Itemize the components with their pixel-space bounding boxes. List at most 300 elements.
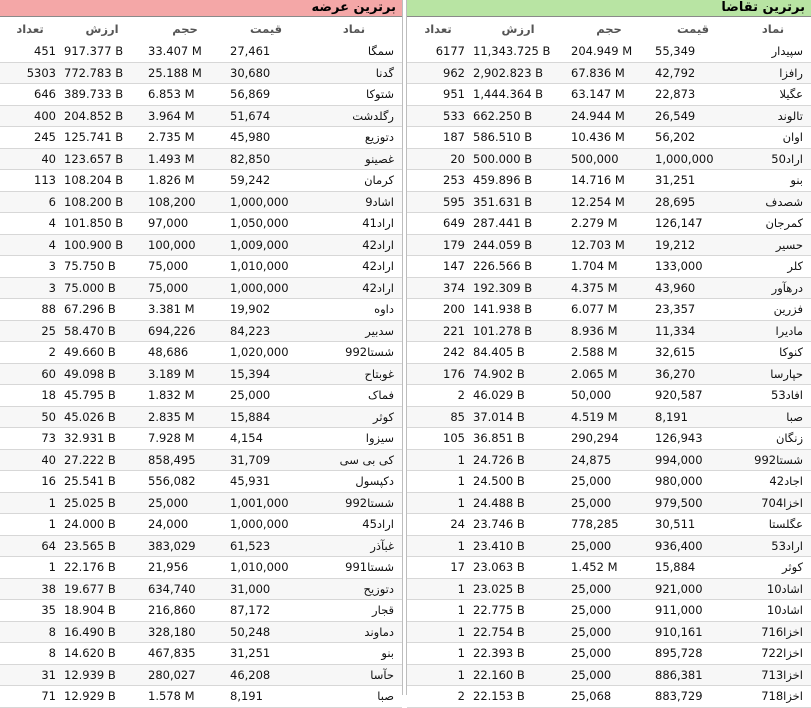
symbol-cell[interactable]: اشاد10 bbox=[735, 578, 811, 600]
count-cell: 242 bbox=[407, 342, 469, 364]
symbol-cell[interactable]: اخزا716 bbox=[735, 621, 811, 643]
count-cell: 1 bbox=[407, 578, 469, 600]
value-cell: 22.754 B bbox=[469, 621, 567, 643]
value-cell: 24.488 B bbox=[469, 492, 567, 514]
volume-cell: 7.928 M bbox=[144, 428, 226, 450]
count-cell: 4 bbox=[0, 213, 60, 235]
table-row[interactable] bbox=[407, 449, 811, 471]
table-row[interactable] bbox=[407, 148, 811, 170]
price-cell: 936,400 bbox=[651, 535, 735, 557]
count-cell: 245 bbox=[0, 127, 60, 149]
table-row[interactable] bbox=[0, 170, 402, 192]
table-row[interactable] bbox=[0, 41, 402, 62]
table-row[interactable] bbox=[407, 363, 811, 385]
symbol-cell[interactable]: رگلدشت bbox=[306, 105, 402, 127]
symbol-cell[interactable]: تالوند bbox=[735, 105, 811, 127]
price-cell: 45,931 bbox=[226, 471, 306, 493]
volume-cell: 67.836 M bbox=[567, 62, 651, 84]
volume-cell: 25,000 bbox=[567, 471, 651, 493]
table-row[interactable] bbox=[0, 385, 402, 407]
table-row[interactable] bbox=[407, 686, 811, 708]
volume-cell: 97,000 bbox=[144, 213, 226, 235]
count-cell: 20 bbox=[407, 148, 469, 170]
value-cell: 287.441 B bbox=[469, 213, 567, 235]
column-header-value[interactable]: ارزش bbox=[469, 17, 567, 41]
table-row[interactable] bbox=[0, 148, 402, 170]
volume-cell: 467,835 bbox=[144, 643, 226, 665]
symbol-cell[interactable]: حآسا bbox=[306, 664, 402, 686]
table-row[interactable] bbox=[407, 535, 811, 557]
symbol-cell[interactable]: کرمان bbox=[306, 170, 402, 192]
symbol-cell[interactable]: قجار bbox=[306, 600, 402, 622]
value-cell: 75.750 B bbox=[60, 256, 144, 278]
volume-cell: 24,000 bbox=[144, 514, 226, 536]
count-cell: 400 bbox=[0, 105, 60, 127]
symbol-cell[interactable]: اراد41 bbox=[306, 213, 402, 235]
symbol-cell[interactable]: فماک bbox=[306, 385, 402, 407]
count-cell: 176 bbox=[407, 363, 469, 385]
table-row[interactable] bbox=[407, 342, 811, 364]
volume-cell: 25.188 M bbox=[144, 62, 226, 84]
table-row[interactable] bbox=[0, 213, 402, 235]
symbol-cell[interactable]: کمرجان bbox=[735, 213, 811, 235]
table-header-row bbox=[407, 17, 811, 41]
value-cell: 22.393 B bbox=[469, 643, 567, 665]
count-cell: 200 bbox=[407, 299, 469, 321]
table-row[interactable] bbox=[0, 234, 402, 256]
count-cell: 31 bbox=[0, 664, 60, 686]
symbol-cell[interactable]: دماوند bbox=[306, 621, 402, 643]
symbol-cell[interactable]: اخزا704 bbox=[735, 492, 811, 514]
table-row[interactable] bbox=[407, 170, 811, 192]
symbol-cell[interactable]: فزرین bbox=[735, 299, 811, 321]
value-cell: 1,444.364 B bbox=[469, 84, 567, 106]
price-cell: 84,223 bbox=[226, 320, 306, 342]
column-header-symbol[interactable]: نماد bbox=[735, 17, 811, 41]
column-header-volume[interactable]: حجم bbox=[567, 17, 651, 41]
symbol-cell[interactable]: شستا991 bbox=[306, 557, 402, 579]
symbol-cell[interactable]: عگلستا bbox=[735, 514, 811, 536]
value-cell: 19.677 B bbox=[60, 578, 144, 600]
table-header-row bbox=[0, 17, 402, 41]
symbol-cell[interactable]: دکپسول bbox=[306, 471, 402, 493]
count-cell: 1 bbox=[0, 492, 60, 514]
volume-cell: 2.279 M bbox=[567, 213, 651, 235]
symbol-cell[interactable]: اخزا722 bbox=[735, 643, 811, 665]
table-row[interactable] bbox=[0, 191, 402, 213]
volume-cell: 2.065 M bbox=[567, 363, 651, 385]
count-cell: 64 bbox=[0, 535, 60, 557]
value-cell: 459.896 B bbox=[469, 170, 567, 192]
value-cell: 22.160 B bbox=[469, 664, 567, 686]
value-cell: 36.851 B bbox=[469, 428, 567, 450]
table-row[interactable] bbox=[407, 256, 811, 278]
symbol-cell[interactable]: بنو bbox=[306, 643, 402, 665]
table-row[interactable] bbox=[407, 643, 811, 665]
value-cell: 351.631 B bbox=[469, 191, 567, 213]
count-cell: 1 bbox=[407, 664, 469, 686]
volume-cell: 1.452 M bbox=[567, 557, 651, 579]
table-row[interactable] bbox=[0, 686, 402, 708]
symbol-cell[interactable]: سمگا bbox=[306, 41, 402, 62]
table-row[interactable] bbox=[407, 213, 811, 235]
symbol-cell[interactable]: شستا992 bbox=[306, 492, 402, 514]
symbol-cell[interactable]: مادیرا bbox=[735, 320, 811, 342]
count-cell: 40 bbox=[0, 148, 60, 170]
volume-cell: 2.735 M bbox=[144, 127, 226, 149]
symbol-cell[interactable]: اشاد10 bbox=[735, 600, 811, 622]
table-row[interactable] bbox=[407, 191, 811, 213]
value-cell: 23.063 B bbox=[469, 557, 567, 579]
value-cell: 67.296 B bbox=[60, 299, 144, 321]
symbol-cell[interactable]: صبا bbox=[735, 406, 811, 428]
value-cell: 45.795 B bbox=[60, 385, 144, 407]
value-cell: 46.029 B bbox=[469, 385, 567, 407]
top-supply-panel bbox=[0, 0, 403, 704]
count-cell: 71 bbox=[0, 686, 60, 708]
table-row[interactable] bbox=[0, 664, 402, 686]
count-cell: 1 bbox=[0, 557, 60, 579]
top-demand-rows bbox=[407, 41, 811, 707]
symbol-cell[interactable]: حسیر bbox=[735, 234, 811, 256]
symbol-cell[interactable]: گدنا bbox=[306, 62, 402, 84]
price-cell: 886,381 bbox=[651, 664, 735, 686]
price-cell: 883,729 bbox=[651, 686, 735, 708]
value-cell: 16.490 B bbox=[60, 621, 144, 643]
value-cell: 25.541 B bbox=[60, 471, 144, 493]
column-header-symbol[interactable]: نماد bbox=[306, 17, 402, 41]
value-cell: 74.902 B bbox=[469, 363, 567, 385]
volume-cell: 500,000 bbox=[567, 148, 651, 170]
table-row[interactable] bbox=[0, 84, 402, 106]
count-cell: 6 bbox=[0, 191, 60, 213]
value-cell: 23.746 B bbox=[469, 514, 567, 536]
price-cell: 920,587 bbox=[651, 385, 735, 407]
volume-cell: 290,294 bbox=[567, 428, 651, 450]
volume-cell: 75,000 bbox=[144, 277, 226, 299]
count-cell: 8 bbox=[0, 643, 60, 665]
value-cell: 917.377 B bbox=[60, 41, 144, 62]
table-row[interactable] bbox=[407, 299, 811, 321]
symbol-cell[interactable]: درهآور bbox=[735, 277, 811, 299]
symbol-cell[interactable]: دتوزیع bbox=[306, 127, 402, 149]
value-cell: 45.026 B bbox=[60, 406, 144, 428]
table-row[interactable] bbox=[0, 256, 402, 278]
volume-cell: 75,000 bbox=[144, 256, 226, 278]
column-header-price[interactable]: قیمت bbox=[226, 17, 306, 41]
count-cell: 85 bbox=[407, 406, 469, 428]
table-row[interactable] bbox=[0, 449, 402, 471]
table-row[interactable] bbox=[0, 342, 402, 364]
volume-cell: 8.936 M bbox=[567, 320, 651, 342]
count-cell: 374 bbox=[407, 277, 469, 299]
symbol-cell[interactable]: شستا992 bbox=[306, 342, 402, 364]
table-row[interactable] bbox=[0, 621, 402, 643]
symbol-cell[interactable]: اراد53 bbox=[735, 535, 811, 557]
volume-cell: 14.716 M bbox=[567, 170, 651, 192]
volume-cell: 2.835 M bbox=[144, 406, 226, 428]
count-cell: 2 bbox=[0, 342, 60, 364]
symbol-cell[interactable]: بنو bbox=[735, 170, 811, 192]
count-cell: 18 bbox=[0, 385, 60, 407]
value-cell: 389.733 B bbox=[60, 84, 144, 106]
count-cell: 1 bbox=[407, 600, 469, 622]
symbol-cell[interactable]: کوثر bbox=[735, 557, 811, 579]
count-cell: 16 bbox=[0, 471, 60, 493]
table-row[interactable] bbox=[0, 363, 402, 385]
price-cell: 980,000 bbox=[651, 471, 735, 493]
table-row[interactable] bbox=[407, 600, 811, 622]
table-row[interactable] bbox=[0, 105, 402, 127]
price-cell: 50,248 bbox=[226, 621, 306, 643]
value-cell: 123.657 B bbox=[60, 148, 144, 170]
count-cell: 1 bbox=[407, 643, 469, 665]
column-header-volume[interactable]: حجم bbox=[144, 17, 226, 41]
volume-cell: 1.832 M bbox=[144, 385, 226, 407]
value-cell: 108.200 B bbox=[60, 191, 144, 213]
table-row[interactable] bbox=[407, 557, 811, 579]
count-cell: 17 bbox=[407, 557, 469, 579]
symbol-cell[interactable]: غبآذر bbox=[306, 535, 402, 557]
symbol-cell[interactable]: غوبتاح bbox=[306, 363, 402, 385]
volume-cell: 25,000 bbox=[567, 643, 651, 665]
column-header-value[interactable]: ارزش bbox=[60, 17, 144, 41]
price-cell: 56,202 bbox=[651, 127, 735, 149]
volume-cell: 25,000 bbox=[567, 492, 651, 514]
symbol-cell[interactable]: اشاد9 bbox=[306, 191, 402, 213]
table-row[interactable] bbox=[407, 385, 811, 407]
table-row[interactable] bbox=[0, 557, 402, 579]
price-cell: 126,943 bbox=[651, 428, 735, 450]
value-cell: 125.741 B bbox=[60, 127, 144, 149]
table-row[interactable] bbox=[407, 105, 811, 127]
table-row[interactable] bbox=[0, 127, 402, 149]
price-cell: 11,334 bbox=[651, 320, 735, 342]
volume-cell: 10.436 M bbox=[567, 127, 651, 149]
price-cell: 921,000 bbox=[651, 578, 735, 600]
table-row[interactable] bbox=[407, 514, 811, 536]
price-cell: 19,212 bbox=[651, 234, 735, 256]
price-cell: 911,000 bbox=[651, 600, 735, 622]
table-row[interactable] bbox=[407, 428, 811, 450]
count-cell: 35 bbox=[0, 600, 60, 622]
price-cell: 979,500 bbox=[651, 492, 735, 514]
price-cell: 45,980 bbox=[226, 127, 306, 149]
table-row[interactable] bbox=[0, 600, 402, 622]
symbol-cell[interactable]: داوه bbox=[306, 299, 402, 321]
price-cell: 87,172 bbox=[226, 600, 306, 622]
table-row[interactable] bbox=[407, 406, 811, 428]
volume-cell: 63.147 M bbox=[567, 84, 651, 106]
table-row[interactable] bbox=[0, 320, 402, 342]
symbol-cell[interactable]: غصینو bbox=[306, 148, 402, 170]
symbol-cell[interactable]: اوان bbox=[735, 127, 811, 149]
price-cell: 15,394 bbox=[226, 363, 306, 385]
price-cell: 19,902 bbox=[226, 299, 306, 321]
price-cell: 1,001,000 bbox=[226, 492, 306, 514]
volume-cell: 4.375 M bbox=[567, 277, 651, 299]
value-cell: 14.620 B bbox=[60, 643, 144, 665]
price-cell: 994,000 bbox=[651, 449, 735, 471]
price-cell: 126,147 bbox=[651, 213, 735, 235]
table-row[interactable] bbox=[407, 127, 811, 149]
symbol-cell[interactable]: سیزوا bbox=[306, 428, 402, 450]
symbol-cell[interactable]: سپیدار bbox=[735, 41, 811, 62]
volume-cell: 3.964 M bbox=[144, 105, 226, 127]
volume-cell: 33.407 M bbox=[144, 41, 226, 62]
table-row[interactable] bbox=[407, 84, 811, 106]
count-cell: 951 bbox=[407, 84, 469, 106]
symbol-cell[interactable]: رافزا bbox=[735, 62, 811, 84]
table-row[interactable] bbox=[407, 621, 811, 643]
column-header-count[interactable]: تعداد bbox=[0, 17, 60, 41]
price-cell: 51,674 bbox=[226, 105, 306, 127]
count-cell: 2 bbox=[407, 686, 469, 708]
symbol-cell[interactable]: شصدف bbox=[735, 191, 811, 213]
value-cell: 586.510 B bbox=[469, 127, 567, 149]
symbol-cell[interactable]: صبا bbox=[306, 686, 402, 708]
symbol-cell[interactable]: عگیلا bbox=[735, 84, 811, 106]
symbol-cell[interactable]: سدبیر bbox=[306, 320, 402, 342]
value-cell: 141.938 B bbox=[469, 299, 567, 321]
count-cell: 113 bbox=[0, 170, 60, 192]
symbol-cell[interactable]: اخزا718 bbox=[735, 686, 811, 708]
table-row[interactable] bbox=[0, 492, 402, 514]
symbol-cell[interactable]: افاد53 bbox=[735, 385, 811, 407]
symbol-cell[interactable]: شستا992 bbox=[735, 449, 811, 471]
price-cell: 31,251 bbox=[226, 643, 306, 665]
symbol-cell[interactable]: حپارسا bbox=[735, 363, 811, 385]
price-cell: 1,000,000 bbox=[226, 277, 306, 299]
price-cell: 1,050,000 bbox=[226, 213, 306, 235]
price-cell: 30,511 bbox=[651, 514, 735, 536]
count-cell: 3 bbox=[0, 277, 60, 299]
value-cell: 22.775 B bbox=[469, 600, 567, 622]
price-cell: 25,000 bbox=[226, 385, 306, 407]
top-demand-title: برترین تقاضا bbox=[407, 0, 811, 17]
table-row[interactable] bbox=[407, 41, 811, 62]
volume-cell: 383,029 bbox=[144, 535, 226, 557]
count-cell: 50 bbox=[0, 406, 60, 428]
count-cell: 5303 bbox=[0, 62, 60, 84]
volume-cell: 1.704 M bbox=[567, 256, 651, 278]
symbol-cell[interactable]: اراد42 bbox=[306, 234, 402, 256]
volume-cell: 778,285 bbox=[567, 514, 651, 536]
count-cell: 451 bbox=[0, 41, 60, 62]
table-row[interactable] bbox=[0, 299, 402, 321]
table-row[interactable] bbox=[0, 643, 402, 665]
symbol-cell[interactable]: اراد50 bbox=[735, 148, 811, 170]
symbol-cell[interactable]: کوثر bbox=[306, 406, 402, 428]
price-cell: 32,615 bbox=[651, 342, 735, 364]
count-cell: 646 bbox=[0, 84, 60, 106]
volume-cell: 3.189 M bbox=[144, 363, 226, 385]
value-cell: 23.565 B bbox=[60, 535, 144, 557]
price-cell: 36,270 bbox=[651, 363, 735, 385]
value-cell: 49.660 B bbox=[60, 342, 144, 364]
column-header-price[interactable]: قیمت bbox=[651, 17, 735, 41]
volume-cell: 25,000 bbox=[144, 492, 226, 514]
price-cell: 59,242 bbox=[226, 170, 306, 192]
symbol-cell[interactable]: دتوزیح bbox=[306, 578, 402, 600]
table-row[interactable] bbox=[0, 535, 402, 557]
value-cell: 500.000 B bbox=[469, 148, 567, 170]
table-row[interactable] bbox=[0, 578, 402, 600]
volume-cell: 24.944 M bbox=[567, 105, 651, 127]
symbol-cell[interactable]: کنوکا bbox=[735, 342, 811, 364]
count-cell: 649 bbox=[407, 213, 469, 235]
symbol-cell[interactable]: کلر bbox=[735, 256, 811, 278]
table-row[interactable] bbox=[0, 62, 402, 84]
symbol-cell[interactable]: اراد42 bbox=[306, 277, 402, 299]
table-row[interactable] bbox=[407, 664, 811, 686]
count-cell: 38 bbox=[0, 578, 60, 600]
value-cell: 108.204 B bbox=[60, 170, 144, 192]
symbol-cell[interactable]: اراد45 bbox=[306, 514, 402, 536]
volume-cell: 4.519 M bbox=[567, 406, 651, 428]
value-cell: 23.410 B bbox=[469, 535, 567, 557]
table-row[interactable] bbox=[0, 428, 402, 450]
volume-cell: 1.826 M bbox=[144, 170, 226, 192]
volume-cell: 24,875 bbox=[567, 449, 651, 471]
price-cell: 1,000,000 bbox=[651, 148, 735, 170]
value-cell: 27.222 B bbox=[60, 449, 144, 471]
price-cell: 26,549 bbox=[651, 105, 735, 127]
top-demand-table bbox=[407, 17, 811, 708]
table-row[interactable] bbox=[0, 406, 402, 428]
volume-cell: 2.588 M bbox=[567, 342, 651, 364]
count-cell: 221 bbox=[407, 320, 469, 342]
value-cell: 192.309 B bbox=[469, 277, 567, 299]
volume-cell: 204.949 M bbox=[567, 41, 651, 62]
volume-cell: 1.493 M bbox=[144, 148, 226, 170]
table-row[interactable] bbox=[0, 277, 402, 299]
price-cell: 82,850 bbox=[226, 148, 306, 170]
symbol-cell[interactable]: شتوکا bbox=[306, 84, 402, 106]
count-cell: 6177 bbox=[407, 41, 469, 62]
value-cell: 18.904 B bbox=[60, 600, 144, 622]
count-cell: 105 bbox=[407, 428, 469, 450]
table-row[interactable] bbox=[407, 471, 811, 493]
price-cell: 8,191 bbox=[226, 686, 306, 708]
symbol-cell[interactable]: اخزا713 bbox=[735, 664, 811, 686]
symbol-cell[interactable]: کی بی سی bbox=[306, 449, 402, 471]
price-cell: 56,869 bbox=[226, 84, 306, 106]
volume-cell: 100,000 bbox=[144, 234, 226, 256]
symbol-cell[interactable]: زنگان bbox=[735, 428, 811, 450]
symbol-cell[interactable]: اجاد42 bbox=[735, 471, 811, 493]
price-cell: 895,728 bbox=[651, 643, 735, 665]
symbol-cell[interactable]: اراد42 bbox=[306, 256, 402, 278]
count-cell: 40 bbox=[0, 449, 60, 471]
value-cell: 12.929 B bbox=[60, 686, 144, 708]
price-cell: 61,523 bbox=[226, 535, 306, 557]
price-cell: 133,000 bbox=[651, 256, 735, 278]
count-cell: 88 bbox=[0, 299, 60, 321]
table-row[interactable] bbox=[0, 514, 402, 536]
table-row[interactable] bbox=[407, 492, 811, 514]
table-row[interactable] bbox=[407, 277, 811, 299]
count-cell: 533 bbox=[407, 105, 469, 127]
table-row[interactable] bbox=[407, 578, 811, 600]
count-cell: 1 bbox=[407, 471, 469, 493]
column-header-count[interactable]: تعداد bbox=[407, 17, 469, 41]
table-row[interactable] bbox=[407, 62, 811, 84]
table-row[interactable] bbox=[407, 234, 811, 256]
table-row[interactable] bbox=[407, 320, 811, 342]
table-row[interactable] bbox=[0, 471, 402, 493]
value-cell: 662.250 B bbox=[469, 105, 567, 127]
